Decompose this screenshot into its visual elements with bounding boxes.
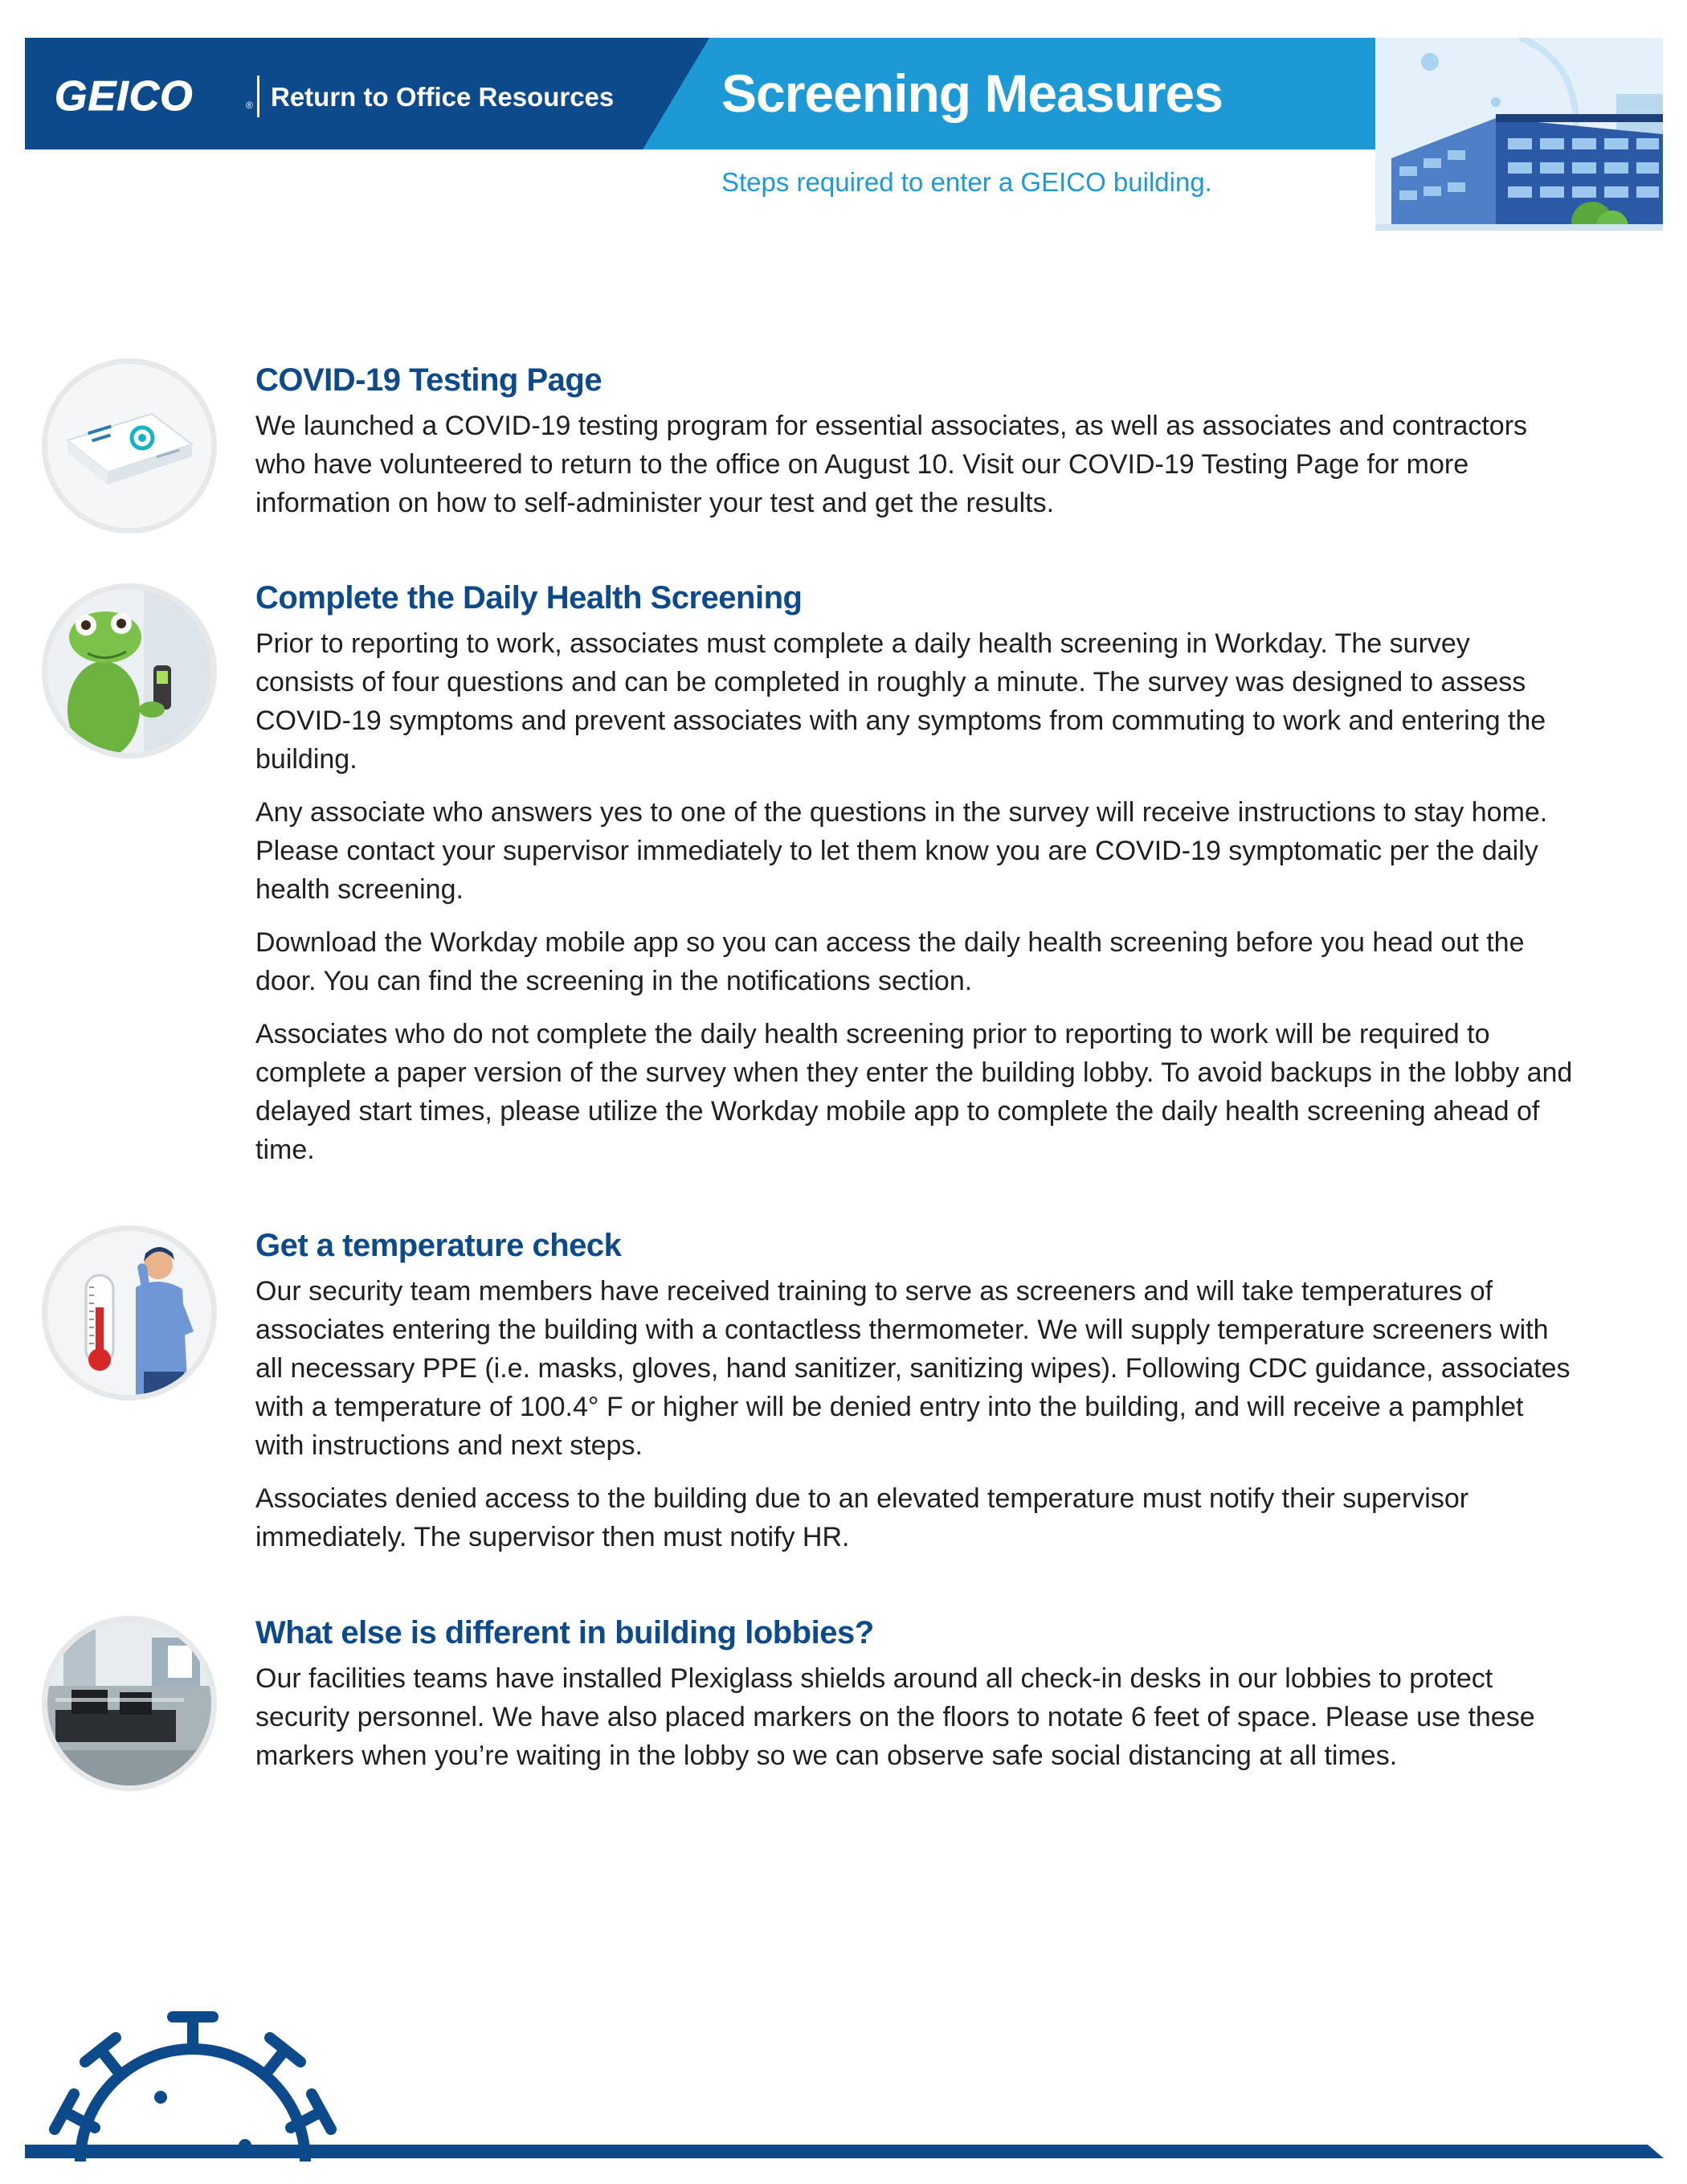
section-body-temperature-check [255, 1272, 1573, 1571]
section-title-daily-screening: Complete the Daily Health Screening [255, 580, 803, 616]
coronavirus-icon [32, 2001, 353, 2162]
gecko-with-thermometer-icon [47, 589, 211, 753]
covid-test-kit-icon [47, 364, 211, 528]
footer-bar [25, 2145, 1664, 2158]
paragraph: Any associate who answers yes to one of the questions in the survey will receive instructions to stay home. Please contact your supervisor immediately to let them know you are COVID-19 symptomatic per the daily health screening. [255, 797, 1548, 905]
lobby-desk-icon [47, 1622, 211, 1785]
header-divider [257, 76, 259, 117]
paragraph: Prior to reporting to work, associates must complete a daily health screening in Workday. The survey consists of four questions and can be completed in roughly a minute. The survey was designed to assess COVID-19 symptoms and prevent associates with any symptoms from commuting to work and entering the building. [255, 628, 1546, 775]
paragraph: Associates who do not complete the daily health screening prior to reporting to work will be required to complete a paper version of the survey when they enter the building lobby. To avoid backups in the lobby and delayed start times, please utilize the Workday mobile app to complete the daily health screening ahead of time. [255, 1019, 1573, 1165]
section-title-building-lobbies: What else is different in building lobbies? [255, 1615, 874, 1650]
page-tagline: Steps required to enter a GEICO building. [721, 167, 1212, 197]
paragraph: Our security team members have received training to serve as screeners and will take temperatures of associates entering the building with a contactless thermometer. We will supply temperature screeners with all necessary PPE (i.e. masks, gloves, hand sanitizer, sanitizing wipes). Following CDC guidance, associates with a temperature of 100.4° F or higher will be denied entry into the building, and will receive a pamphlet with instructions and next steps. [255, 1276, 1571, 1461]
section-body-covid-testing [255, 407, 1573, 537]
section-body-daily-screening [255, 624, 1573, 1184]
paragraph: We launched a COVID-19 testing program for essential associates, as well as associates and contractors who have volunteered to return to the office on August 10. Visit our COVID-19 Testing Page for more information on how to self-administer your test and get the results. [255, 411, 1528, 518]
section-title-temperature-check: Get a temperature check [255, 1228, 622, 1263]
section-body-building-lobbies [255, 1659, 1573, 1789]
section-title-covid-testing: COVID-19 Testing Page [255, 362, 602, 398]
paragraph: Our facilities teams have installed Plexiglass shields around all check-in desks in our lobbies to protect security personnel. We have also placed markers on the floors to notate 6 feet of space. Please use these markers when you’re waiting in the lobby so we can observe safe social distancing at all times. [255, 1663, 1535, 1771]
paragraph: Download the Workday mobile app so you can access the daily health screening before you head out the door. You can find the screening in the notifications section. [255, 927, 1525, 996]
paragraph: Associates denied access to the building due to an elevated temperature must notify their supervisor immediately. The supervisor then must notify HR. [255, 1483, 1469, 1552]
geico-logo: GEICO [55, 73, 194, 120]
logo-registered-mark: ® [246, 100, 253, 111]
header-subtitle: Return to Office Resources [271, 82, 615, 112]
office-building-icon [1375, 38, 1663, 231]
thermometer-person-icon [47, 1231, 211, 1395]
page-title: Screening Measures [721, 63, 1223, 123]
